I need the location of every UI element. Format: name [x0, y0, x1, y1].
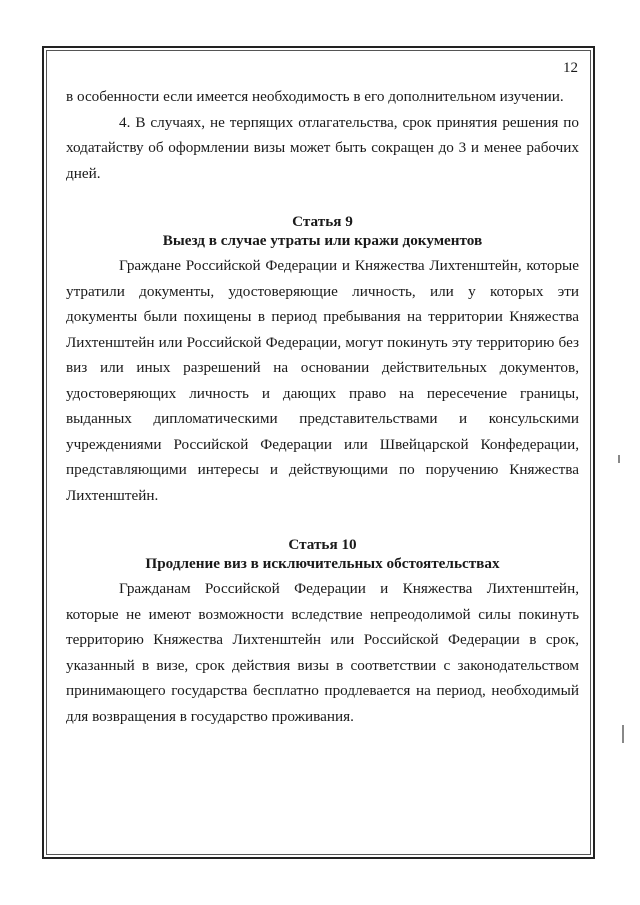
intro-continuation: в особенности если имеется необходимость в его дополнительном изучении.: [66, 88, 564, 105]
article-10-title: Продление виз в исключительных обстоятельствах: [145, 555, 500, 572]
article-10: [66, 535, 579, 729]
article-10-text: Гражданам Российской Федерации и Княжества Лихтенштейн, которые не имеют возможности вследствие непреодолимой силы покинуть территорию Княжества Лихтенштейн или Российской Федерации в срок, указанный в визе, срок действия визы в соответствии с законодательством принимающего государства бесплатно продлевается на период, необходимый для возвращения в государство проживания.: [66, 580, 579, 725]
article-9-text: Граждане Российской Федерации и Княжества Лихтенштейн, которые утратили документы, удостоверяющие личность, или у которых эти документы были похищены в период пребывания на территории Княжества Лихтенштейн или Российской Федерации, могут покинуть эту территорию без виз или иных разрешений на основании действительных документов, удостоверяющих личность и дающих право на пересечение границы, выданных дипломатическими представительствами и консульскими учреждениями Российской Федерации или Швейцарской Конфедерации, представляющими интересы и действующими по поручению Княжества Лихтенштейн.: [66, 257, 579, 504]
intro-point-4: 4. В случаях, не терпящих отлагательства, срок принятия решения по ходатайству об оформлении визы может быть сокращен до 3 и менее рабочих дней.: [66, 113, 579, 182]
article-9-title: Выезд в случае утраты или кражи документов: [162, 232, 483, 249]
page-number: 12: [563, 60, 578, 76]
article-9: [66, 212, 579, 508]
scan-mark: [622, 725, 624, 743]
document-body: [66, 84, 579, 729]
article-10-number: Статья 10: [288, 536, 357, 553]
article-9-number: Статья 9: [292, 213, 353, 230]
scan-mark: [618, 455, 620, 463]
